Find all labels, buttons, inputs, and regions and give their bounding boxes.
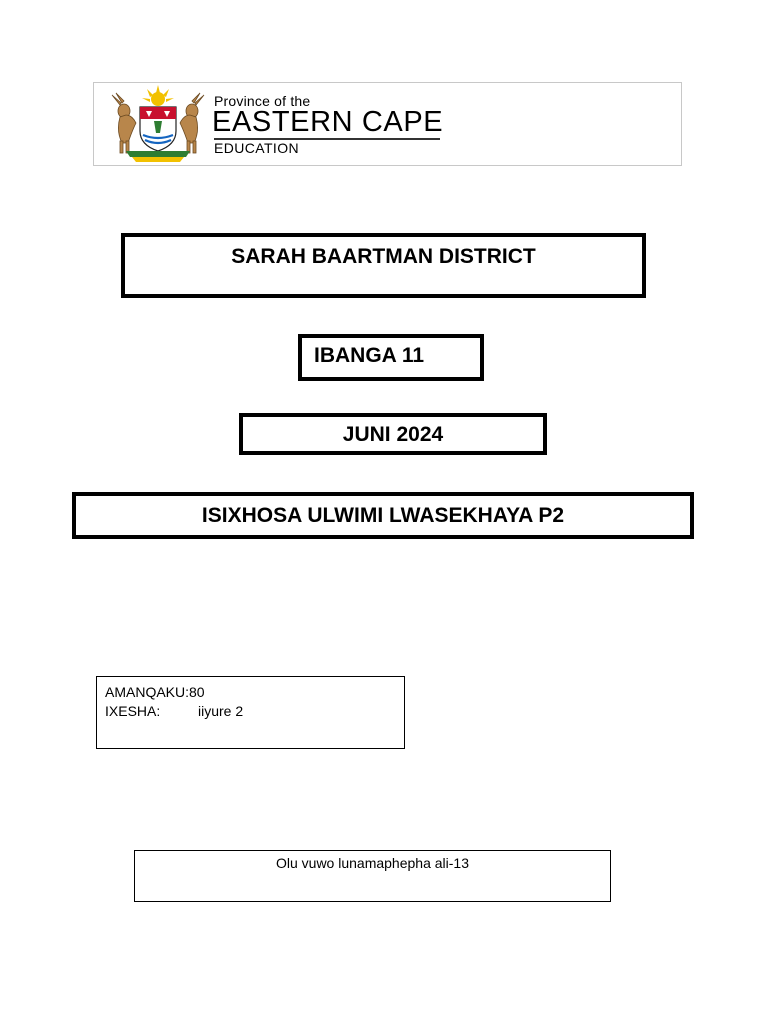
coat-of-arms-icon — [102, 85, 214, 163]
date-text: JUNI 2024 — [342, 423, 444, 446]
time-value: iiyure 2 — [198, 703, 244, 719]
logo-text-province: Province of the — [214, 93, 311, 109]
logo-banner — [93, 82, 682, 166]
grade-text: IBANGA 11 — [314, 344, 425, 367]
district-title — [121, 233, 646, 298]
subject-text: ISIXHOSA ULWIMI LWASEKHAYA P2 — [201, 504, 565, 527]
page-count-box — [134, 850, 611, 902]
exam-info-box — [96, 676, 405, 749]
exam-date — [239, 413, 547, 455]
marks-row — [105, 683, 396, 702]
logo-text-education: EDUCATION — [214, 140, 300, 156]
marks-label: AMANQAKU: — [105, 684, 190, 700]
subject-title — [72, 492, 694, 539]
grade-title — [298, 334, 484, 381]
logo-text-eastern-cape: EASTERN CAPE — [212, 106, 444, 138]
district-text: SARAH BAARTMAN DISTRICT — [231, 245, 536, 268]
time-label: IXESHA: — [105, 703, 161, 719]
page-count-text: Olu vuwo lunamaphepha ali-13 — [275, 855, 469, 871]
marks-value: 80 — [189, 684, 205, 700]
time-row — [105, 702, 396, 721]
